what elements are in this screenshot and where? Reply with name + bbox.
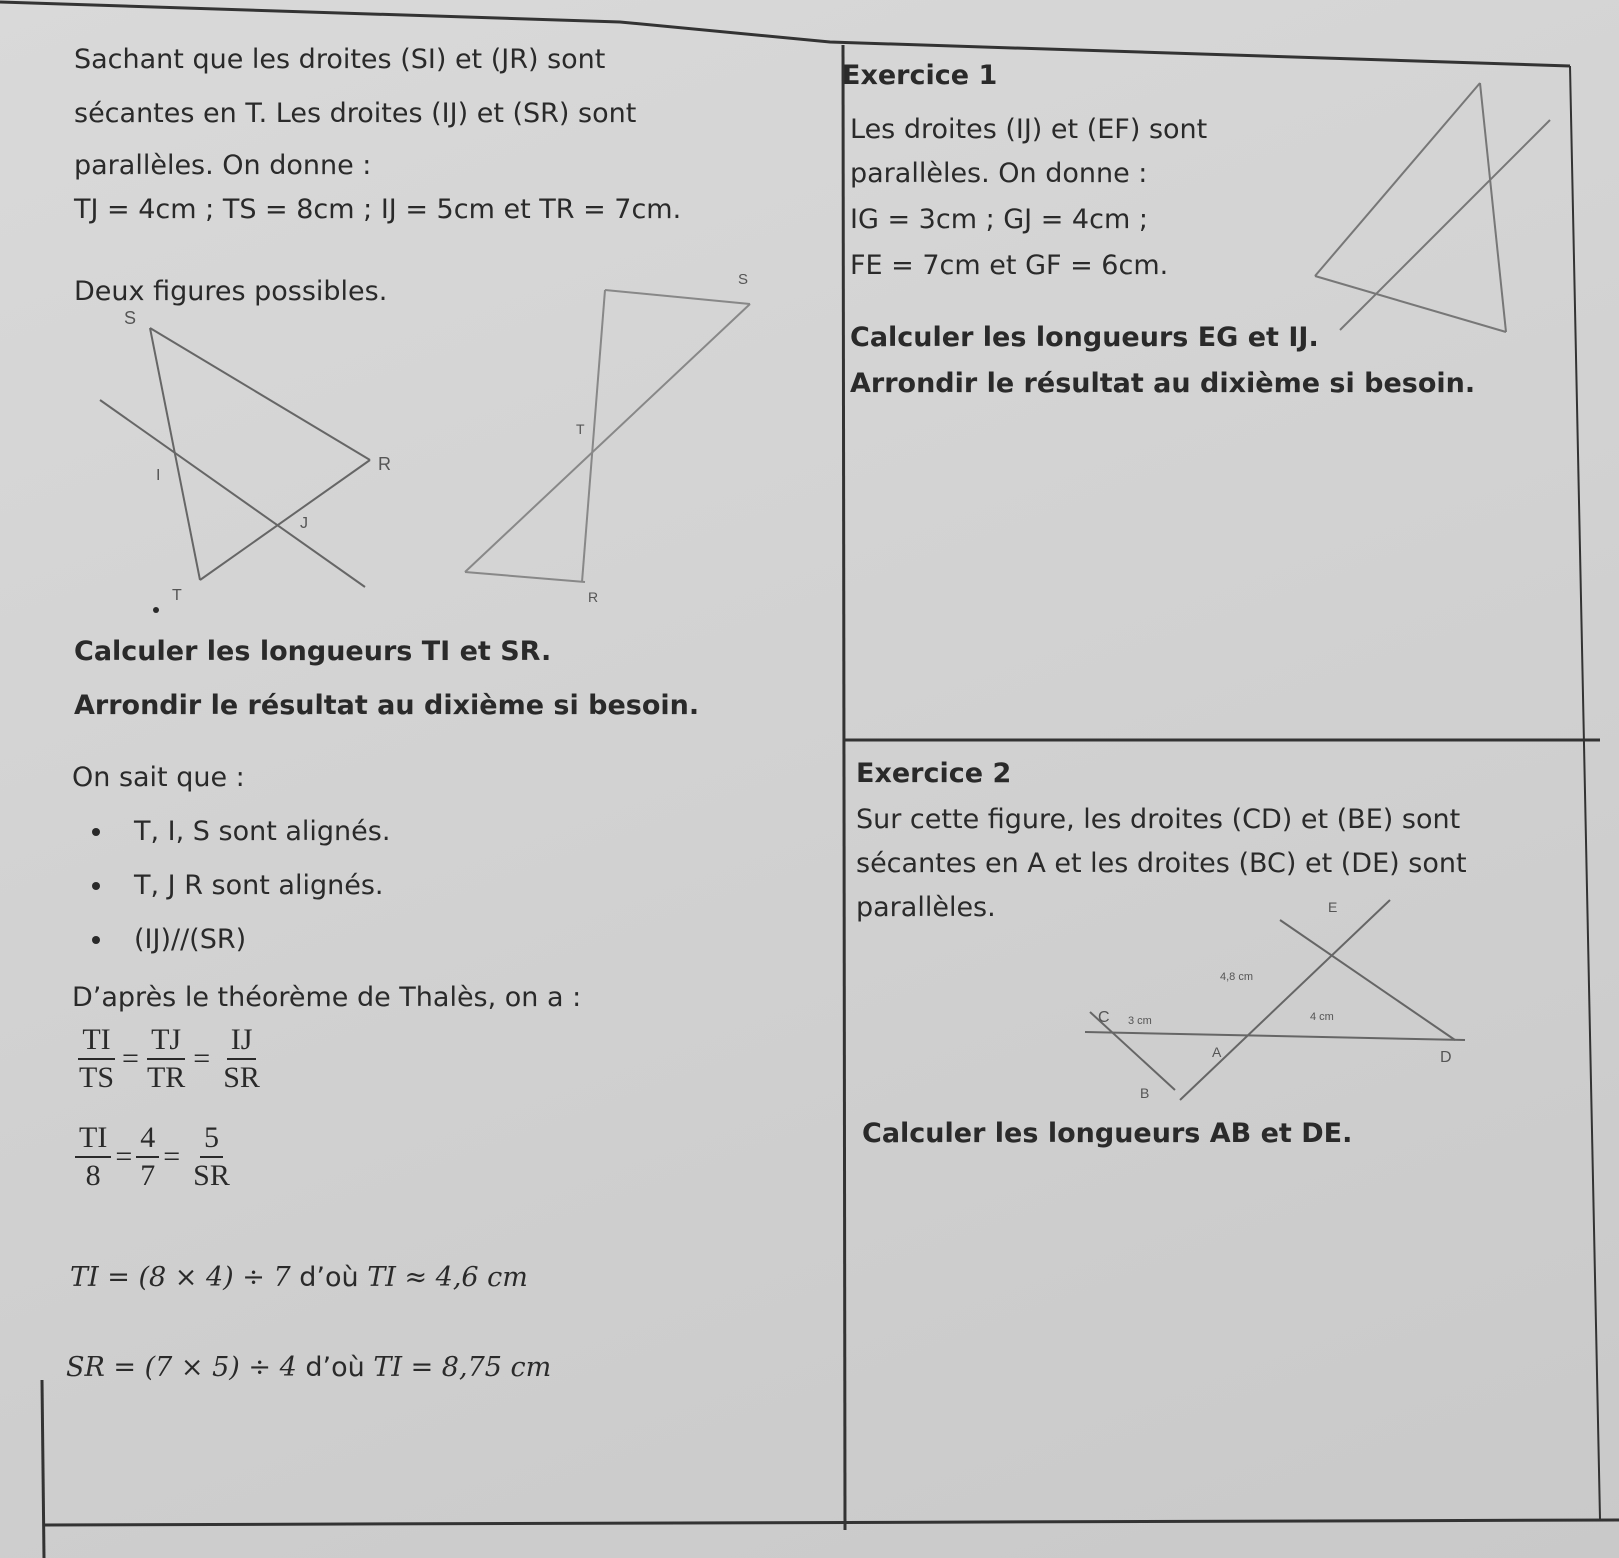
line-be [1180,900,1390,1100]
calc-sr-line [66,1352,551,1383]
figures-caption: Deux figures possibles. [74,276,388,307]
calc-ti-result: TI ≈ 4,6 cm [367,1262,528,1293]
value-2-num: 4 [136,1122,159,1158]
statement-line-2: sécantes en T. Les droites (IJ) et (SR) sont [74,98,637,129]
bullet-3 [92,936,100,944]
bullet-1 [92,828,100,836]
calc-ti-expr: TI = (8 × 4) ÷ 7 [70,1262,291,1293]
statement-line-3: parallèles. On donne : [74,150,372,181]
left-rounding: Arrondir le résultat au dixième si besoin. [74,690,700,721]
label-t2: T [576,421,585,437]
value-1-den: 8 [85,1158,101,1192]
fact-1: T, I, S sont alignés. [134,816,391,847]
exercise-1-line-1: Les droites (IJ) et (EF) sont [850,114,1208,145]
bullet-2 [92,882,100,890]
value-2-den: 7 [140,1158,156,1192]
label-a: A [1212,1044,1222,1060]
exercise-2-line-3: parallèles. [856,892,996,923]
exercise-2-line-1: Sur cette figure, les droites (CD) et (BE) sont [856,804,1461,835]
label-e: E [1328,899,1338,915]
exercise-2-question: Calculer les longueurs AB et DE. [862,1118,1353,1149]
exercise-1-line-3: IG = 3cm ; GJ = 4cm ; [850,204,1148,235]
ratio-3-num: IJ [227,1024,257,1060]
exercise-1-title: Exercice 1 [842,60,998,91]
statement-line-1: Sachant que les droites (SI) et (JR) sont [74,44,606,75]
calc-sr-expr: SR = (7 × 5) ÷ 4 [66,1352,297,1383]
ratio-2-den: TR [146,1060,186,1094]
line-sr [150,328,370,460]
line-left [582,290,605,582]
measure-ca: 3 cm [1128,1015,1152,1027]
point-t-dot [153,607,159,613]
exercise-1-line-2: parallèles. On donne : [850,158,1148,189]
label-s: S [124,308,137,328]
label-b: B [1140,1085,1150,1101]
line-bottom [465,572,585,582]
ratio-2-num: TJ [147,1024,185,1060]
calc-ti-line [70,1262,528,1293]
thales-ratio-equation: $\frac{TI}{TS}$ = $\frac{TJ}{TR}$ = $\frac{IJ}{SR}$ [72,1024,267,1093]
ratio-1-num: TI [78,1024,114,1060]
calc-sr-result: TI = 8,75 cm [373,1352,552,1383]
thales-values-equation: $\frac{TI}{8}$ = $\frac{4}{7}$ = $\frac{5}{SR}$ [72,1122,237,1191]
calc-ti-sep: d’où [299,1262,359,1293]
label-t: T [172,587,182,604]
line-tr [200,460,370,580]
left-question: Calculer les longueurs TI et SR. [74,636,552,667]
exercise-2-figure [1070,890,1470,1110]
label-c: C [1098,1009,1110,1026]
figure-triangles-2 [450,262,770,602]
line-top [605,290,750,304]
exercise-1-rounding: Arrondir le résultat au dixième si besoin. [850,368,1476,399]
value-1-num: TI [75,1122,111,1158]
statement-line-4: TJ = 4cm ; TS = 8cm ; IJ = 5cm et TR = 7cm. [74,194,682,225]
thales-statement: D’après le théorème de Thalès, on a : [72,982,582,1013]
line-ij [100,400,365,587]
exercise-1-question: Calculer les longueurs EG et IJ. [850,322,1319,353]
exercise-1-figure [1310,80,1560,350]
exercise-2-title: Exercice 2 [856,758,1012,789]
value-3-den: SR [193,1158,230,1192]
exercise-1-line-4: FE = 7cm et GF = 6cm. [850,250,1169,281]
measure-ad: 4 cm [1310,1011,1334,1023]
line-cd [1085,1032,1465,1040]
label-d: D [1440,1049,1452,1066]
label-i: I [156,467,161,484]
label-s2: S [738,271,749,288]
ratio-3-den: SR [223,1060,260,1094]
figure-triangles-1 [80,300,400,610]
label-j: J [300,515,308,532]
solution-intro: On sait que : [72,762,245,793]
label-r: R [378,454,391,474]
value-3-num: 5 [200,1122,223,1158]
exercise-2-line-2: sécantes en A et les droites (BC) et (DE) sont [856,848,1467,879]
label-r2: R [588,589,599,602]
fact-3: (IJ)//(SR) [134,924,247,955]
measure-ae: 4,8 cm [1220,971,1254,983]
calc-sr-sep: d’où [305,1352,365,1383]
fact-2: T, J R sont alignés. [134,870,384,901]
line-diag [465,304,750,572]
ratio-1-den: TS [79,1060,115,1094]
